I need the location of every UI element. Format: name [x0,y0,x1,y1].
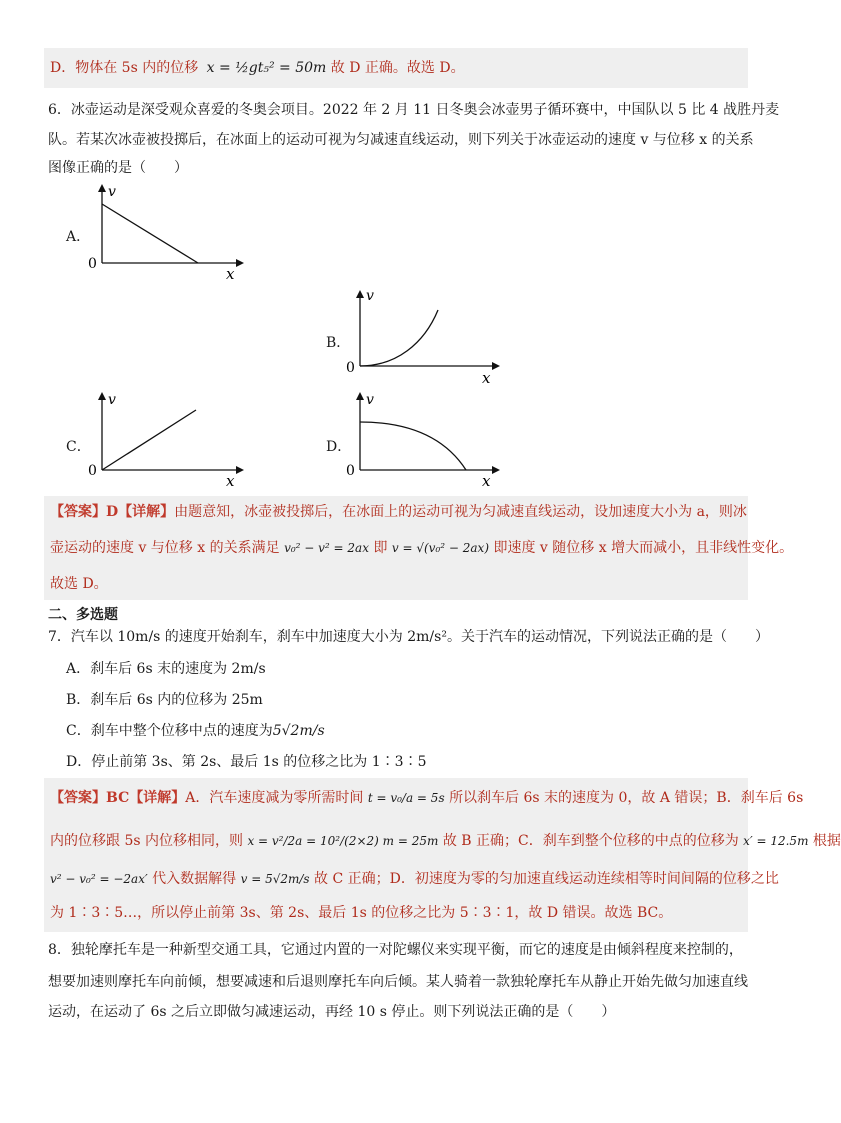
graph-b-origin: 0 [346,360,355,376]
q6-stem-line-2: 队。若某次冰壶被投掷后，在冰面上的运动可视为匀减速直线运动，则下列关于冰壶运动的速度 v 与位移 x 的关系 [48,132,754,148]
q7-option-d: D．停止前第 3s、第 2s、最后 1s 的位移之比为 1∶3∶5 [66,754,427,770]
q7-option-c: C．刹车中整个位移中点的速度为5√2m/s [66,723,325,739]
option-b-label: B． [326,335,351,351]
q6-answer-line-3: 故选 D。 [50,576,108,592]
graph-c-origin: 0 [88,463,97,479]
q6-answer-tag: 【答案】D【详解】 [50,504,175,520]
q7-answer-line-4: 为 1∶3∶5…，所以停止前第 3s、第 2s、最后 1s 的位移之比为 5∶3∶1，故 D 错误。故选 BC。 [50,905,673,921]
q6-answer-line-1: 【答案】D【详解】由题意知，冰壶被投掷后，在冰面上的运动可视为匀减速直线运动，设加速度大小为 a，则冰 [50,504,747,520]
graph-a-line [102,204,198,263]
graph-option-b [346,284,506,388]
answer-box-q6 [44,496,794,600]
graph-b-x-label: x [482,369,491,387]
graph-c-v-label: v [108,392,116,408]
option-a-label: A． [66,229,91,245]
graph-d-x-label: x [482,472,491,490]
graph-option-a [86,180,256,283]
graph-c-x-label: x [226,472,235,490]
answer-box-q5 [44,48,748,88]
q7-option-c-value: 5√2m/s [272,723,325,739]
q7-formula-velocity: v = 5√2m/s [240,872,310,886]
q7-answer-line-2: 内的位移跟 5s 内位移相同，则 x = v²/2a = 10²/(2×2) m = 25m 故 B 正确；C．刹车到整个位移的中点的位移为 x′ = 12.5m 根据 [50,833,841,849]
q7-answer-tag: 【答案】BC【详解】 [50,790,186,806]
q6-stem-line-1: 6．冰壶运动是深受观众喜爱的冬奥会项目。2022 年 2 月 11 日冬奥会冰壶男子循环赛中，中国队以 5 比 4 战胜丹麦 [48,102,780,118]
graph-a-v-label: v [108,184,116,200]
q7-option-a: A．刹车后 6s 末的速度为 2m/s [66,661,266,677]
q7-stem: 7．汽车以 10m/s 的速度开始刹车，刹车中加速度大小为 2m/s²。关于汽车的运动情况，下列说法正确的是（ ） [48,629,769,645]
q8-stem-line-2: 想要加速则摩托车向前倾，想要减速和后退则摩托车向后倾。某人骑着一款独轮摩托车从静止开始先做匀加速直线 [48,974,748,990]
q6-formula-2: v = √(v₀² − 2ax) [391,541,490,555]
q6-stem-line-3: 图像正确的是（ ） [48,160,188,176]
graph-b-curve [360,310,438,366]
q7-answer-line-1: 【答案】BC【详解】A．汽车速度减为零所需时间 t = v₀/a = 5s 所以刹车后 6s 末的速度为 0，故 A 错误；B．刹车后 6s [50,790,804,806]
graph-b-v-label: v [366,288,374,304]
q7-formula-time: t = v₀/a = 5s [367,791,445,805]
graph-c-line [102,410,196,470]
q7-formula-relation: v² − v₀² = −2ax′ [50,872,148,886]
graph-d-origin: 0 [346,463,355,479]
q8-stem-line-3: 运动，在运动了 6s 之后立即做匀减速运动，再经 10 s 停止。则下列说法正确的是（ ） [48,1004,616,1020]
q7-answer-line-3: v² − v₀² = −2ax′ 代入数据解得 v = 5√2m/s 故 C 正确；D．初速度为零的匀加速直线运动连续相等时间间隔的位移之比 [50,871,779,887]
q7-option-b: B．刹车后 6s 内的位移为 25m [66,692,263,708]
q6-answer-line-2: 壶运动的速度 v 与位移 x 的关系满足 v₀² − v² = 2ax 即 v = √(v₀² − 2ax) 即速度 v 随位移 x 增大而减小，且非线性变化。 [50,540,794,556]
graph-d-curve [360,422,466,470]
q7-formula-displacement: x = v²/2a = 10²/(2×2) m = 25m [247,834,439,848]
graph-option-c [86,388,256,488]
q6-formula-1: v₀² − v² = 2ax [284,541,369,555]
q7-formula-midpoint: x′ = 12.5m [743,834,809,848]
q8-stem-line-1: 8．独轮摩托车是一种新型交通工具，它通过内置的一对陀螺仪来实现平衡，而它的速度是由倾斜程度来控制的， [48,942,743,958]
graph-a-origin: 0 [88,256,97,272]
graph-option-d [346,388,506,488]
formula-displacement: x = ½gt₅² = 50m [206,60,327,76]
section-multiple-choice: 二、多选题 [48,607,118,623]
option-d-label: D． [326,439,352,455]
graph-a-x-label: x [226,265,235,283]
answer-d-line: D．物体在 5s 内的位移 x = ½gt₅² = 50m 故 D 正确。故选 D。 [50,60,465,76]
graph-d-v-label: v [366,392,374,408]
option-c-label: C． [66,439,91,455]
answer-box-q7 [44,778,841,932]
